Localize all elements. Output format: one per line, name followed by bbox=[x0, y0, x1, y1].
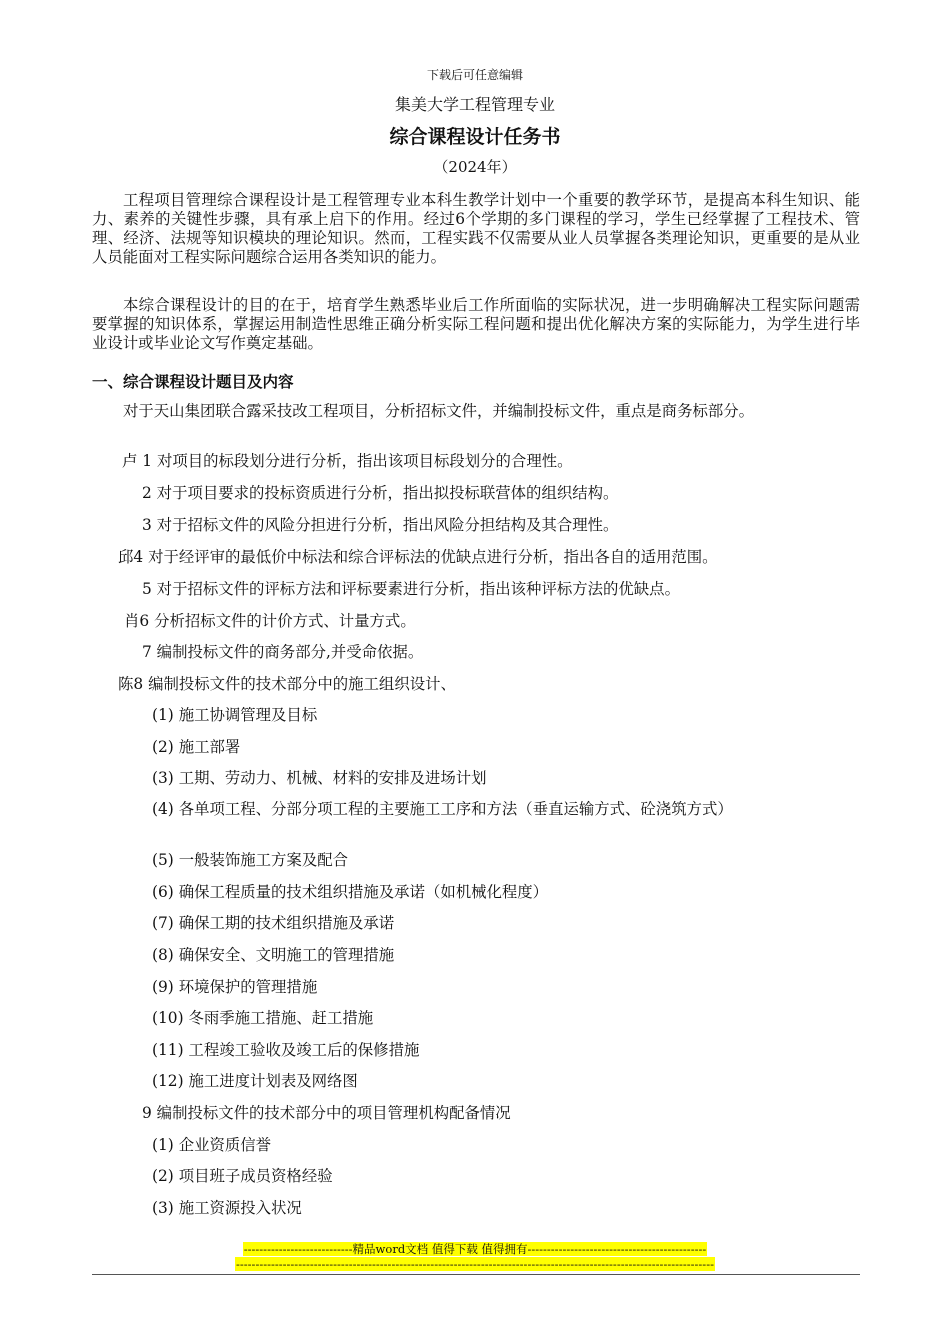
list-item: 邱4 对于经评审的最低价中标法和综合评标法的优缺点进行分析，指出各自的适用范围。 bbox=[118, 548, 718, 566]
sub-list-item: (4) 各单项工程、分部分项工程的主要施工工序和方法（垂直运输方式、砼浇筑方式） bbox=[152, 800, 733, 818]
sub-list-item: (5) 一般装饰施工方案及配合 bbox=[152, 851, 348, 869]
school-title: 集美大学工程管理专业 bbox=[394, 95, 555, 114]
list-item: 3 对于招标文件的风险分担进行分析，指出风险分担结构及其合理性。 bbox=[142, 516, 619, 534]
list-item: 7 编制投标文件的商务部分,并受命依据。 bbox=[142, 643, 424, 661]
footer-dashes-text: --------------------------------------------------------------------------------------------------------------------------- bbox=[236, 1257, 714, 1271]
sub-list-item: (11) 工程竣工验收及竣工后的保修措施 bbox=[152, 1041, 420, 1059]
sub-list-item: (10) 冬雨季施工措施、赶工措施 bbox=[152, 1009, 374, 1027]
sub-list-item: (6) 确保工程质量的技术组织措施及承诺（如机械化程度） bbox=[152, 883, 549, 901]
footer-dashes bbox=[0, 1257, 950, 1271]
sub-list-item: (8) 确保安全、文明施工的管理措施 bbox=[152, 946, 395, 964]
sub-list-item: (3) 施工资源投入状况 bbox=[152, 1199, 302, 1217]
footer-banner-text: ----------------------------精品word文档 值得下载 值得拥有---------------------------------------------- bbox=[243, 1242, 707, 1256]
sub-list-item: (2) 施工部署 bbox=[152, 738, 241, 756]
document-title: 综合课程设计任务书 bbox=[389, 126, 561, 148]
sub-list-item: (7) 确保工期的技术组织措施及承诺 bbox=[152, 914, 395, 932]
sub-list-item: (2) 项目班子成员资格经验 bbox=[152, 1167, 333, 1185]
list-item: 卢 1 对项目的标段划分进行分析，指出该项目标段划分的合理性。 bbox=[122, 452, 573, 470]
list-item: 9 编制投标文件的技术部分中的项目管理机构配备情况 bbox=[142, 1104, 511, 1122]
section-heading: 一、综合课程设计题目及内容 bbox=[92, 373, 294, 391]
sub-list-item: (1) 企业资质信誉 bbox=[152, 1136, 272, 1154]
footer-rule bbox=[92, 1274, 860, 1275]
document-year: （2024年） bbox=[433, 158, 517, 176]
sub-list-item: (3) 工期、劳动力、机械、材料的安排及进场计划 bbox=[152, 769, 487, 787]
list-item: 2 对于项目要求的投标资质进行分析，指出拟投标联营体的组织结构。 bbox=[142, 484, 619, 502]
intro-paragraph-2: 本综合课程设计的目的在于，培育学生熟悉毕业后工作所面临的实际状况，进一步明确解决工程实际问题需要掌握的知识体系，掌握运用制造性思维正确分析实际工程问题和提出优化解决方案的实际能力，为学生进行毕业设计或毕业论文写作奠定基础。 bbox=[92, 296, 860, 352]
sub-list-item: (1) 施工协调管理及目标 bbox=[152, 706, 318, 724]
header-note: 下载后可任意编辑 bbox=[426, 68, 523, 82]
list-item: 5 对于招标文件的评标方法和评标要素进行分析，指出该种评标方法的优缺点。 bbox=[142, 580, 680, 598]
sub-list-item: (12) 施工进度计划表及网络图 bbox=[152, 1072, 358, 1090]
list-item: 陈8 编制投标文件的技术部分中的施工组织设计、 bbox=[118, 675, 456, 693]
intro-paragraph-1: 工程项目管理综合课程设计是工程管理专业本科生教学计划中一个重要的教学环节，是提高本科生知识、能力、素养的关键性步骤，具有承上启下的作用。经过6个学期的多门课程的学习，学生已经掌握了工程技术、管理、经济、法规等知识模块的理论知识。然而，工程实践不仅需要从业人员掌握各类理论知识，更重要的是从业人员能面对工程实际问题综合运用各类知识的能力。 bbox=[92, 191, 860, 266]
section-intro: 对于天山集团联合露采技改工程项目，分析招标文件，并编制投标文件，重点是商务标部分。 bbox=[123, 402, 755, 420]
list-item: 肖6 分析招标文件的计价方式、计量方式。 bbox=[124, 612, 416, 630]
footer-banner bbox=[0, 1241, 950, 1257]
sub-list-item: (9) 环境保护的管理措施 bbox=[152, 978, 318, 996]
